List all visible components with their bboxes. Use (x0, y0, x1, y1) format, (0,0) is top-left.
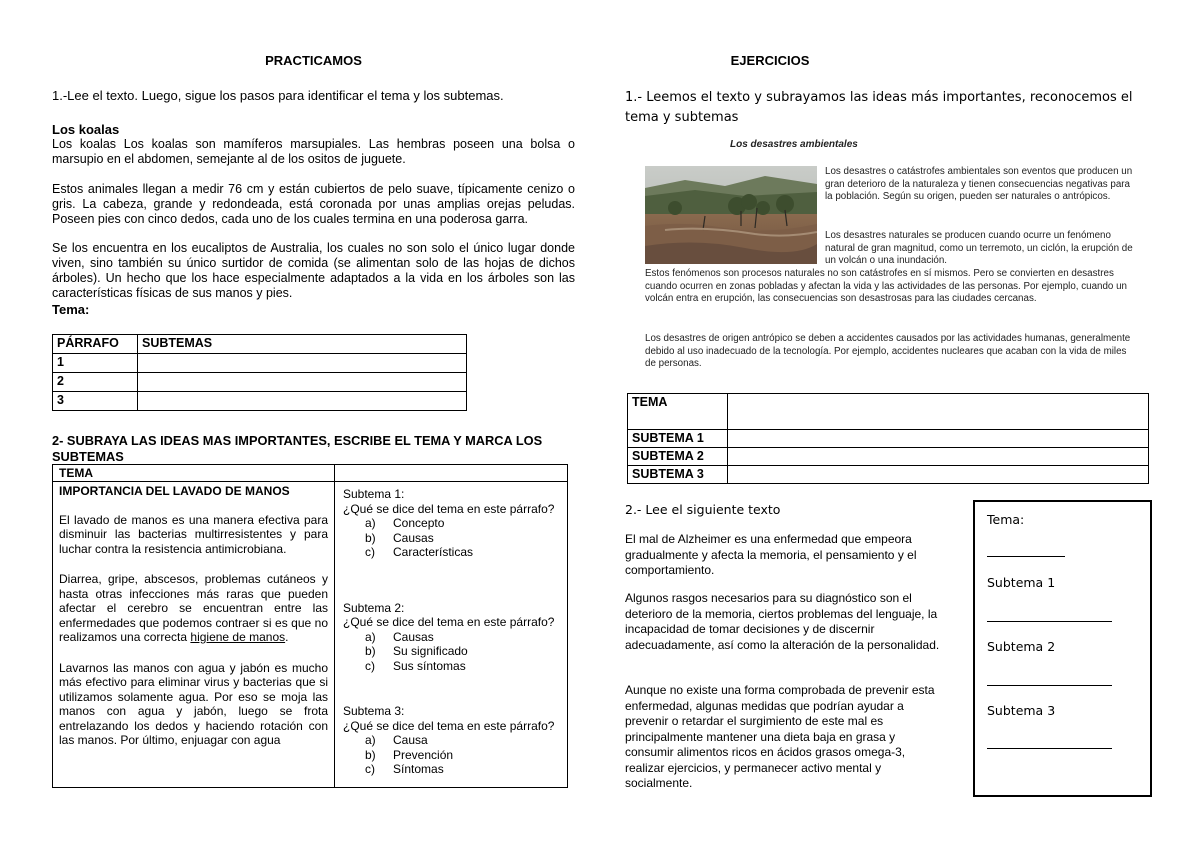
option-item[interactable]: c) Características (365, 545, 474, 559)
parrafo-table (52, 334, 467, 411)
tema-label-cell: TEMA (628, 394, 728, 430)
option-item[interactable]: a) Causa (365, 733, 428, 747)
subtema-1-answer-line[interactable] (987, 621, 1112, 622)
subtema-label-cell: SUBTEMA 1 (628, 430, 728, 448)
box-subtema-1-label: Subtema 1 (987, 575, 1056, 590)
tema-answer-cell[interactable] (335, 465, 568, 482)
subtema-block-1 (343, 487, 559, 560)
subtemas-header: SUBTEMAS (138, 335, 467, 354)
subtema-question: ¿Qué se dice del tema en este párrafo? (343, 501, 555, 516)
article-paragraph-1: Los desastres o catástrofes ambientales son eventos que producen un gran deterioro de la naturaleza y tienen consecuencias negativas para la población. Según su origen, pueden ser naturales o antrópicos. (825, 166, 1133, 203)
koalas-title: Los koalas (52, 122, 120, 137)
right-instruction: 1.- Leemos el texto y subrayamos las ideas más importantes, reconocemos el tema y subtemas (625, 90, 1133, 125)
option-item[interactable]: b) Prevención (365, 747, 454, 762)
lavado-paragraph-1: El lavado de manos es una manera efectiva para disminuir las bacterias multirresistentes y para luchar contra la resistencia antimicrobiana. (59, 512, 328, 556)
subtema-label-cell: SUBTEMA 3 (628, 466, 728, 484)
subtema-title: Subtema 1: (343, 487, 405, 501)
koalas-paragraph-2: Estos animales llegan a medir 76 cm y están cubiertos de pelo suave, típicamente cenizo o gris. La cabeza, grande y redondeada, está coronada por unas amplias orejas peludas. Poseen pies con cinco dedos, cada uno de los cuales termina en una poderosa garra. (52, 182, 575, 226)
tema-label: Tema: (52, 302, 90, 317)
tema-answer-line[interactable] (987, 556, 1065, 557)
right-heading: EJERCICIOS (730, 53, 810, 68)
koalas-paragraph-3: Se los encuentra en los eucaliptos de Australia, los cuales no son solo el único lugar donde viven, sino también su único surtidor de comida (se alimentan solo de las hojas de dichos árboles). Un hecho que los hace especialmente adaptados a la vida en los árboles son las características físicas de sus manos y pies. (52, 241, 575, 300)
alzheimer-paragraph-1: El mal de Alzheimer es una enfermedad que empeora gradualmente y afecta la memoria, el pensamiento y el comportamiento. (625, 532, 917, 577)
article-paragraph-3: Estos fenómenos son procesos naturales no son catástrofes en sí mismos. Pero se convierten en desastres cuando ocurren en zonas pobladas y afectan la vida y las actividades de las personas. Por ejemplo, cuando un volcán entra en erupción, las consecuencias son desastrosas para las ciudades cercanas. (645, 268, 1127, 305)
subtema-title: Subtema 3: (343, 704, 405, 718)
lavado-paragraph-2: Diarrea, gripe, abscesos, problemas cutáneos y hasta otras infecciones más raras que pueden afectar el cerebro se encuentran entre las enfermedades que podemos contraer si es que no realizamos una correcta higiene de manos. (59, 572, 328, 644)
tema-answer-cell[interactable] (728, 394, 1149, 430)
koalas-paragraph-1: Los koalas Los koalas son mamíferos marsupiales. Las hembras poseen una bolsa o marsupio en el abdomen, semejante al de los ositos de juguete. (52, 137, 575, 166)
subtema-title: Subtema 2: (343, 600, 405, 615)
answer-box (973, 500, 1152, 797)
section2-title: 2- SUBRAYA LAS IDEAS MAS IMPORTANTES, ESCRIBE EL TEMA Y MARCA LOS SUBTEMAS (52, 433, 543, 464)
higiene-link[interactable]: higiene de manos (190, 630, 286, 644)
subtema-cell[interactable] (138, 373, 467, 392)
alzheimer-paragraph-3: Aunque no existe una forma comprobada de prevenir esta enfermedad, algunas medidas que podrían ayudar a prevenir o retardar el surgimiento de este mal es principalmente mantener una dieta baja en grasa y consumir alimentos ricos en ácidos grasos omega-3, realizar ejercicios, y permanecer activo mental y socialmente. (625, 683, 935, 790)
article-paragraph-4: Los desastres de origen antrópico se deben a accidentes causados por las actividades humanas, generalmente debido al uso inadecuado de la tecnología. Por ejemplo, accidentes nucleares que acaban con la vida de miles de personas. (645, 333, 1131, 370)
option-item[interactable]: b) Su significado (365, 644, 468, 658)
lavado-title: IMPORTANCIA DEL LAVADO DE MANOS (59, 484, 290, 498)
subtema-answer-cell[interactable] (728, 448, 1149, 466)
article-title: Los desastres ambientales (730, 139, 858, 150)
subtema-question: ¿Qué se dice del tema en este párrafo? (343, 718, 555, 733)
subtema-cell[interactable] (138, 354, 467, 373)
subtema-3-answer-line[interactable] (987, 748, 1112, 749)
box-tema-label: Tema: (987, 512, 1025, 527)
option-item[interactable]: c) Síntomas (365, 762, 444, 776)
left-instruction: 1.-Lee el texto. Luego, sigue los pasos para identificar el tema y los subtemas. (52, 88, 504, 103)
row-number: 2 (53, 373, 138, 392)
option-item[interactable]: b) Causas (365, 530, 434, 545)
lavado-table (52, 464, 568, 788)
box-subtema-2-label: Subtema 2 (987, 639, 1056, 654)
subtema-cell[interactable] (138, 392, 467, 411)
subtema-answer-cell[interactable] (728, 430, 1149, 448)
subtema-question: ¿Qué se dice del tema en este párrafo? (343, 615, 555, 629)
alzheimer-paragraph-2: Algunos rasgos necesarios para su diagnóstico son el deterioro de la memoria, ciertos problemas del lenguaje, la incapacidad de tomar decisiones y de discernir adecuadamente, así como la alteración de la personalidad. (625, 591, 940, 652)
left-heading: PRACTICAMOS (265, 53, 362, 68)
tema-header: TEMA (53, 465, 335, 482)
parrafo-header: PÁRRAFO (53, 335, 138, 354)
box-subtema-3-label: Subtema 3 (987, 703, 1056, 718)
option-item[interactable]: a) Causas (365, 629, 434, 644)
lavado-paragraph-3: Lavarnos las manos con agua y jabón es mucho más efectivo para eliminar virus y bacterias que si utilizamos solamente agua. Por eso se moja las manos con agua y jabón, luego se frota entrelazando los dedos y haciendo rotación con las manos. Por último, enjuagar con agua (59, 660, 328, 747)
subtema-block-2 (343, 601, 559, 674)
row-number: 3 (53, 392, 138, 411)
article-paragraph-2: Los desastres naturales se producen cuando ocurre un fenómeno natural de gran magnitud, como un terremoto, un ciclón, la erupción de un volcán o una inundación. (825, 230, 1133, 267)
disaster-photo (645, 166, 817, 264)
option-item[interactable]: c) Sus síntomas (365, 658, 466, 673)
subtema-2-answer-line[interactable] (987, 685, 1112, 686)
row-number: 1 (53, 354, 138, 373)
tema-subtema-table (627, 393, 1149, 484)
option-item[interactable]: a) Concepto (365, 516, 445, 530)
subtema-answer-cell[interactable] (728, 466, 1149, 484)
subtema-block-3 (343, 704, 559, 777)
subtema-label-cell: SUBTEMA 2 (628, 448, 728, 466)
right-section2-title: 2.- Lee el siguiente texto (625, 502, 781, 517)
